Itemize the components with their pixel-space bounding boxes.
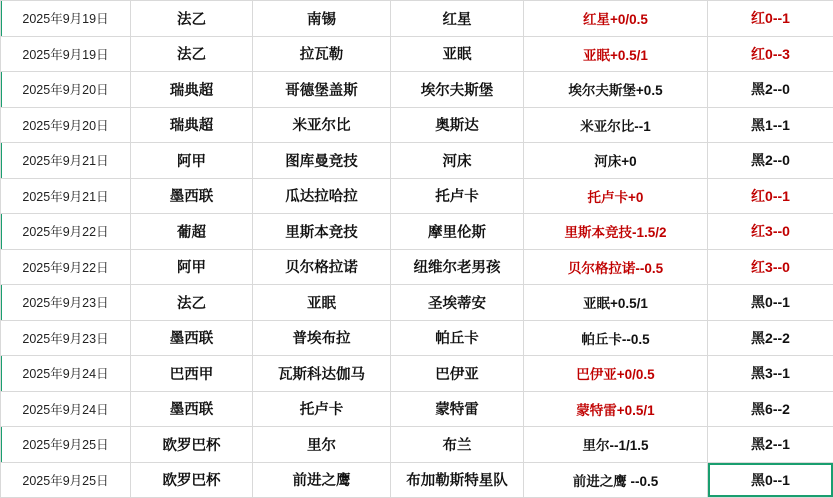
table-row xyxy=(1,249,833,285)
home-team: 拉瓦勒 xyxy=(253,36,391,72)
home-team: 里斯本竞技 xyxy=(253,214,391,250)
match-date: 2025年9月19日 xyxy=(1,1,131,37)
handicap-pick: 帕丘卡--0.5 xyxy=(524,320,708,356)
match-result: 黑0--1 xyxy=(708,462,833,498)
away-team: 红星 xyxy=(391,1,524,37)
match-date: 2025年9月24日 xyxy=(1,391,131,427)
handicap-pick: 埃尔夫斯堡+0.5 xyxy=(524,72,708,108)
match-result: 黑2--0 xyxy=(708,72,833,108)
away-team: 埃尔夫斯堡 xyxy=(391,72,524,108)
league-name: 法乙 xyxy=(131,285,253,321)
away-team: 奥斯达 xyxy=(391,107,524,143)
league-name: 巴西甲 xyxy=(131,356,253,392)
table-row xyxy=(1,391,833,427)
away-team: 蒙特雷 xyxy=(391,391,524,427)
league-name: 法乙 xyxy=(131,36,253,72)
match-date: 2025年9月19日 xyxy=(1,36,131,72)
table-row xyxy=(1,107,833,143)
league-name: 墨西联 xyxy=(131,178,253,214)
league-name: 阿甲 xyxy=(131,143,253,179)
league-name: 墨西联 xyxy=(131,391,253,427)
table-row xyxy=(1,427,833,463)
home-team: 里尔 xyxy=(253,427,391,463)
match-table-body xyxy=(1,1,833,498)
handicap-pick: 前进之鹰 --0.5 xyxy=(524,462,708,498)
home-team: 哥德堡盖斯 xyxy=(253,72,391,108)
match-result: 红0--1 xyxy=(708,1,833,37)
handicap-pick: 巴伊亚+0/0.5 xyxy=(524,356,708,392)
table-row xyxy=(1,1,833,37)
match-date: 2025年9月24日 xyxy=(1,356,131,392)
home-team: 米亚尔比 xyxy=(253,107,391,143)
away-team: 圣埃蒂安 xyxy=(391,285,524,321)
league-name: 瑞典超 xyxy=(131,107,253,143)
match-date: 2025年9月25日 xyxy=(1,427,131,463)
away-team: 纽维尔老男孩 xyxy=(391,249,524,285)
handicap-pick: 里斯本竞技-1.5/2 xyxy=(524,214,708,250)
league-name: 欧罗巴杯 xyxy=(131,462,253,498)
home-team: 普埃布拉 xyxy=(253,320,391,356)
table-row xyxy=(1,178,833,214)
match-date: 2025年9月21日 xyxy=(1,143,131,179)
match-result: 红3--0 xyxy=(708,214,833,250)
away-team: 布加勒斯特星队 xyxy=(391,462,524,498)
match-result: 黑2--0 xyxy=(708,143,833,179)
match-date: 2025年9月22日 xyxy=(1,249,131,285)
handicap-pick: 河床+0 xyxy=(524,143,708,179)
handicap-pick: 贝尔格拉诺--0.5 xyxy=(524,249,708,285)
home-team: 前进之鹰 xyxy=(253,462,391,498)
league-name: 瑞典超 xyxy=(131,72,253,108)
match-result: 红3--0 xyxy=(708,249,833,285)
match-date: 2025年9月23日 xyxy=(1,320,131,356)
match-result: 黑3--1 xyxy=(708,356,833,392)
league-name: 欧罗巴杯 xyxy=(131,427,253,463)
away-team: 河床 xyxy=(391,143,524,179)
league-name: 法乙 xyxy=(131,1,253,37)
table-row xyxy=(1,143,833,179)
home-team: 贝尔格拉诺 xyxy=(253,249,391,285)
league-name: 阿甲 xyxy=(131,249,253,285)
away-team: 摩里伦斯 xyxy=(391,214,524,250)
match-date: 2025年9月25日 xyxy=(1,462,131,498)
handicap-pick: 亚眠+0.5/1 xyxy=(524,36,708,72)
home-team: 图库曼竞技 xyxy=(253,143,391,179)
handicap-pick: 亚眠+0.5/1 xyxy=(524,285,708,321)
table-row xyxy=(1,214,833,250)
handicap-pick: 蒙特雷+0.5/1 xyxy=(524,391,708,427)
league-name: 葡超 xyxy=(131,214,253,250)
table-row xyxy=(1,36,833,72)
away-team: 托卢卡 xyxy=(391,178,524,214)
away-team: 布兰 xyxy=(391,427,524,463)
handicap-pick: 托卢卡+0 xyxy=(524,178,708,214)
away-team: 亚眠 xyxy=(391,36,524,72)
match-date: 2025年9月20日 xyxy=(1,72,131,108)
match-result: 黑1--1 xyxy=(708,107,833,143)
home-team: 南锡 xyxy=(253,1,391,37)
table-row xyxy=(1,285,833,321)
league-name: 墨西联 xyxy=(131,320,253,356)
away-team: 帕丘卡 xyxy=(391,320,524,356)
home-team: 托卢卡 xyxy=(253,391,391,427)
handicap-pick: 红星+0/0.5 xyxy=(524,1,708,37)
handicap-pick: 里尔--1/1.5 xyxy=(524,427,708,463)
match-date: 2025年9月23日 xyxy=(1,285,131,321)
home-team: 瓦斯科达伽马 xyxy=(253,356,391,392)
match-result: 黑0--1 xyxy=(708,285,833,321)
away-team: 巴伊亚 xyxy=(391,356,524,392)
table-row xyxy=(1,462,833,498)
match-result: 黑6--2 xyxy=(708,391,833,427)
home-team: 亚眠 xyxy=(253,285,391,321)
match-result: 红0--3 xyxy=(708,36,833,72)
match-result: 黑2--1 xyxy=(708,427,833,463)
home-team: 瓜达拉哈拉 xyxy=(253,178,391,214)
table-row xyxy=(1,356,833,392)
match-result: 红0--1 xyxy=(708,178,833,214)
handicap-pick: 米亚尔比--1 xyxy=(524,107,708,143)
match-date: 2025年9月22日 xyxy=(1,214,131,250)
match-date: 2025年9月20日 xyxy=(1,107,131,143)
match-result: 黑2--2 xyxy=(708,320,833,356)
table-row xyxy=(1,320,833,356)
table-row xyxy=(1,72,833,108)
match-date: 2025年9月21日 xyxy=(1,178,131,214)
